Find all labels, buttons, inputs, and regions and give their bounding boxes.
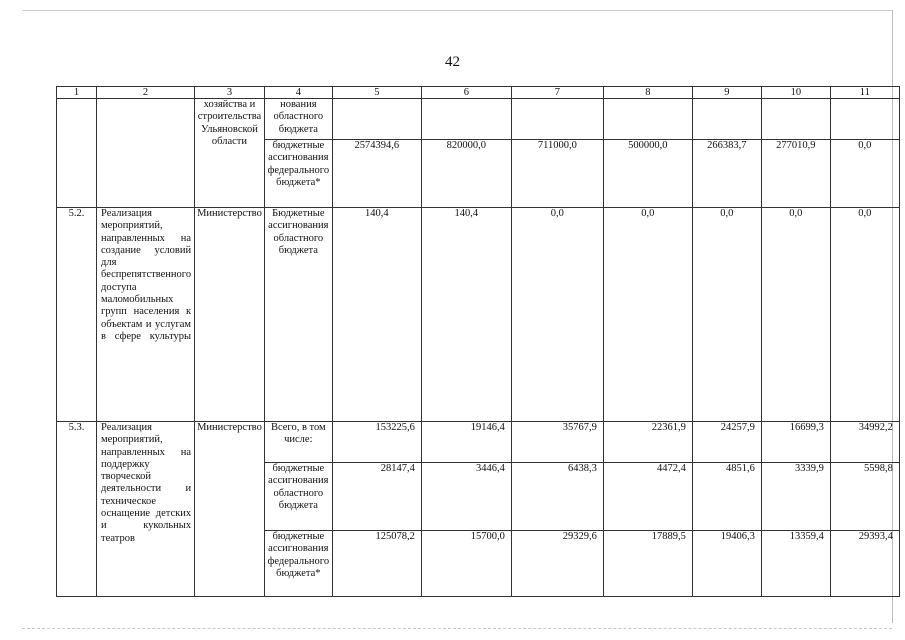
- value-cell: 22361,9: [603, 422, 692, 463]
- value-cell: 0,0: [511, 208, 603, 422]
- value-cell: 19406,3: [692, 531, 761, 597]
- funding-source: бюджетные ассигнования областного бюджета: [264, 463, 332, 531]
- value-cell: 0,0: [761, 208, 830, 422]
- value-cell: 0,0: [830, 208, 899, 422]
- value-cell: 4472,4: [603, 463, 692, 531]
- column-number: 2: [97, 87, 195, 99]
- value-cell: 34992,2: [830, 422, 899, 463]
- column-number: 9: [692, 87, 761, 99]
- column-number: 7: [511, 87, 603, 99]
- item-executor: Министерство: [195, 208, 265, 422]
- item-number: 5.3.: [57, 422, 97, 597]
- column-number: 4: [264, 87, 332, 99]
- item-name: [97, 99, 195, 208]
- value-cell: [830, 99, 899, 140]
- budget-table: [56, 86, 900, 597]
- funding-source: бюджетные ассигнования федерального бюджета*: [264, 531, 332, 597]
- value-cell: 3339,9: [761, 463, 830, 531]
- page-number: 42: [445, 54, 460, 70]
- column-number: 11: [830, 87, 899, 99]
- table-row: [57, 208, 900, 422]
- table-row: [57, 99, 900, 140]
- value-cell: 140,4: [421, 208, 511, 422]
- value-cell: 3446,4: [421, 463, 511, 531]
- value-cell: 500000,0: [603, 140, 692, 208]
- value-cell: 24257,9: [692, 422, 761, 463]
- value-cell: 125078,2: [332, 531, 421, 597]
- item-name: Реализация мероприятий, направленных на поддержку творческой деятельности и техническое оснащение детских и кукольных театров: [97, 422, 195, 597]
- item-name: Реализация мероприятий, направленных на создание условий для беспрепятственного доступа маломобильных групп населения к объектам и услугам в сфере культуры: [97, 208, 195, 422]
- value-cell: 35767,9: [511, 422, 603, 463]
- column-number: 1: [57, 87, 97, 99]
- value-cell: 28147,4: [332, 463, 421, 531]
- value-cell: 4851,6: [692, 463, 761, 531]
- value-cell: 17889,5: [603, 531, 692, 597]
- value-cell: 153225,6: [332, 422, 421, 463]
- value-cell: 0,0: [830, 140, 899, 208]
- value-cell: 16699,3: [761, 422, 830, 463]
- value-cell: [761, 99, 830, 140]
- scan-bottom-edge: [22, 628, 892, 629]
- value-cell: [332, 99, 421, 140]
- value-cell: [692, 99, 761, 140]
- value-cell: 19146,4: [421, 422, 511, 463]
- value-cell: 140,4: [332, 208, 421, 422]
- column-number: 6: [421, 87, 511, 99]
- value-cell: 820000,0: [421, 140, 511, 208]
- value-cell: 5598,8: [830, 463, 899, 531]
- value-cell: 13359,4: [761, 531, 830, 597]
- value-cell: 2574394,6: [332, 140, 421, 208]
- value-cell: 29329,6: [511, 531, 603, 597]
- column-number: 10: [761, 87, 830, 99]
- funding-source: Бюджетные ассигнования областного бюджета: [264, 208, 332, 422]
- column-number: 8: [603, 87, 692, 99]
- funding-source: нования областного бюджета: [264, 99, 332, 140]
- value-cell: 0,0: [603, 208, 692, 422]
- column-number: 3: [195, 87, 265, 99]
- value-cell: [511, 99, 603, 140]
- table-row: [57, 422, 900, 463]
- funding-source: Всего, в том числе:: [264, 422, 332, 463]
- item-executor: хозяйства и строительства Ульяновской области: [195, 99, 265, 208]
- value-cell: 266383,7: [692, 140, 761, 208]
- item-executor: Министерство: [195, 422, 265, 597]
- value-cell: 277010,9: [761, 140, 830, 208]
- value-cell: [603, 99, 692, 140]
- item-number: 5.2.: [57, 208, 97, 422]
- funding-source: бюджетные ассигнования федерального бюджета*: [264, 140, 332, 208]
- value-cell: [421, 99, 511, 140]
- item-number: [57, 99, 97, 208]
- value-cell: 711000,0: [511, 140, 603, 208]
- column-number-row: [57, 87, 900, 99]
- value-cell: 6438,3: [511, 463, 603, 531]
- value-cell: 15700,0: [421, 531, 511, 597]
- column-number: 5: [332, 87, 421, 99]
- value-cell: 0,0: [692, 208, 761, 422]
- value-cell: 29393,4: [830, 531, 899, 597]
